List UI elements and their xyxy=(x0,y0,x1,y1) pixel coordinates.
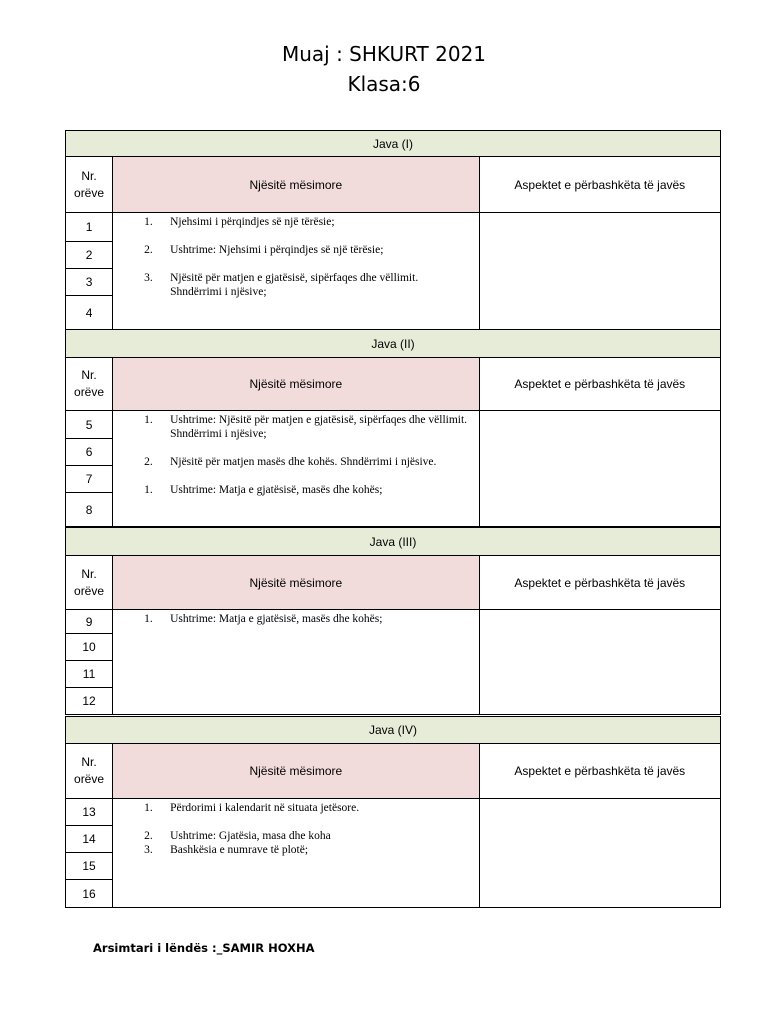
lesson-units-cell xyxy=(113,411,480,527)
lesson-item: 3. Njësitë për matjen e gjatësisë, sipërfaqes dhe vëllimit. Shndërrimi i njësive; xyxy=(144,272,419,298)
lesson-item: 1. Ushtrime: Njësitë për matjen e gjatësisë, sipërfaqes dhe vëllimit. Shndërrimi i njësive; xyxy=(144,414,468,440)
hours-header-line1: Nr. xyxy=(81,755,97,769)
week-label: Java (III) xyxy=(66,528,721,556)
hour-cell: 7 xyxy=(66,466,113,493)
page-title-class: Klasa:6 xyxy=(347,72,421,96)
units-column-header: Njësitë mësimore xyxy=(113,157,480,213)
aspects-column-header: Aspektet e përbashkëta të javës xyxy=(479,744,720,799)
hour-cell: 16 xyxy=(66,880,113,908)
lesson-item: 1. Njehsimi i përqindjes së një tërësie; xyxy=(144,216,335,228)
hours-column-header xyxy=(66,157,113,213)
hours-header-line2: orëve xyxy=(74,583,105,598)
hour-cell: 12 xyxy=(66,688,113,715)
hour-cell: 1 xyxy=(66,213,113,242)
lesson-item: 1. Përdorimi i kalendarit në situata jetësore. xyxy=(144,802,360,814)
hours-header-line2: orëve xyxy=(74,772,105,786)
hours-column-header xyxy=(66,556,113,610)
hour-cell: 11 xyxy=(66,661,113,688)
hours-column-header xyxy=(66,358,113,411)
units-column-header: Njësitë mësimore xyxy=(113,556,480,610)
aspects-cell xyxy=(479,213,720,330)
hour-cell: 6 xyxy=(66,439,113,466)
hour-cell: 4 xyxy=(66,296,113,330)
aspects-cell xyxy=(479,799,720,908)
hour-cell: 2 xyxy=(66,242,113,269)
week-table-2 xyxy=(65,329,721,527)
hour-cell: 13 xyxy=(66,799,113,826)
hour-cell: 14 xyxy=(66,826,113,853)
lesson-units-cell xyxy=(113,799,480,908)
aspects-column-header: Aspektet e përbashkëta të javës xyxy=(479,358,720,411)
lesson-item: 1. Ushtrime: Matja e gjatësisë, masës dhe kohës; xyxy=(144,613,383,625)
hours-header-line2: orëve xyxy=(74,385,105,399)
lesson-item: 2. Njësitë për matjen masës dhe kohës. Shndërrimi i njësive. xyxy=(144,456,437,468)
week-label: Java (II) xyxy=(66,330,721,358)
week-label: Java (IV) xyxy=(66,717,721,744)
lesson-item: 2. Ushtrime: Gjatësia, masa dhe koha xyxy=(144,830,331,842)
hour-cell: 10 xyxy=(66,634,113,661)
hour-cell: 5 xyxy=(66,411,113,439)
week-table-1 xyxy=(65,130,721,330)
week-table-3 xyxy=(65,527,721,715)
page-title-month: Muaj : SHKURT 2021 xyxy=(281,42,487,66)
units-column-header: Njësitë mësimore xyxy=(113,358,480,411)
lesson-units-cell xyxy=(113,213,480,330)
units-column-header: Njësitë mësimore xyxy=(113,744,480,799)
aspects-column-header: Aspektet e përbashkëta të javës xyxy=(479,556,720,610)
aspects-column-header: Aspektet e përbashkëta të javës xyxy=(479,157,720,213)
hour-cell: 15 xyxy=(66,853,113,880)
hours-header-line2: orëve xyxy=(74,185,105,200)
teacher-signature-line: Arsimtari i lëndës :_SAMIR HOXHA xyxy=(93,941,315,955)
week-label: Java (I) xyxy=(66,131,721,157)
lesson-units-cell xyxy=(113,610,480,715)
aspects-cell xyxy=(479,610,720,715)
lesson-item: 1. Ushtrime: Matja e gjatësisë, masës dhe kohës; xyxy=(144,484,383,496)
hour-cell: 8 xyxy=(66,493,113,527)
week-table-4 xyxy=(65,716,721,908)
hours-header-line1: Nr. xyxy=(81,566,97,581)
hours-column-header xyxy=(66,744,113,799)
lesson-item: 3. Bashkësia e numrave të plotë; xyxy=(144,844,309,856)
lesson-item: 2. Ushtrime: Njehsimi i përqindjes së një tërësie; xyxy=(144,244,384,256)
hours-header-line1: Nr. xyxy=(81,368,97,382)
aspects-cell xyxy=(479,411,720,527)
hours-header-line1: Nr. xyxy=(81,168,97,183)
hour-cell: 3 xyxy=(66,269,113,296)
hour-cell: 9 xyxy=(66,610,113,634)
